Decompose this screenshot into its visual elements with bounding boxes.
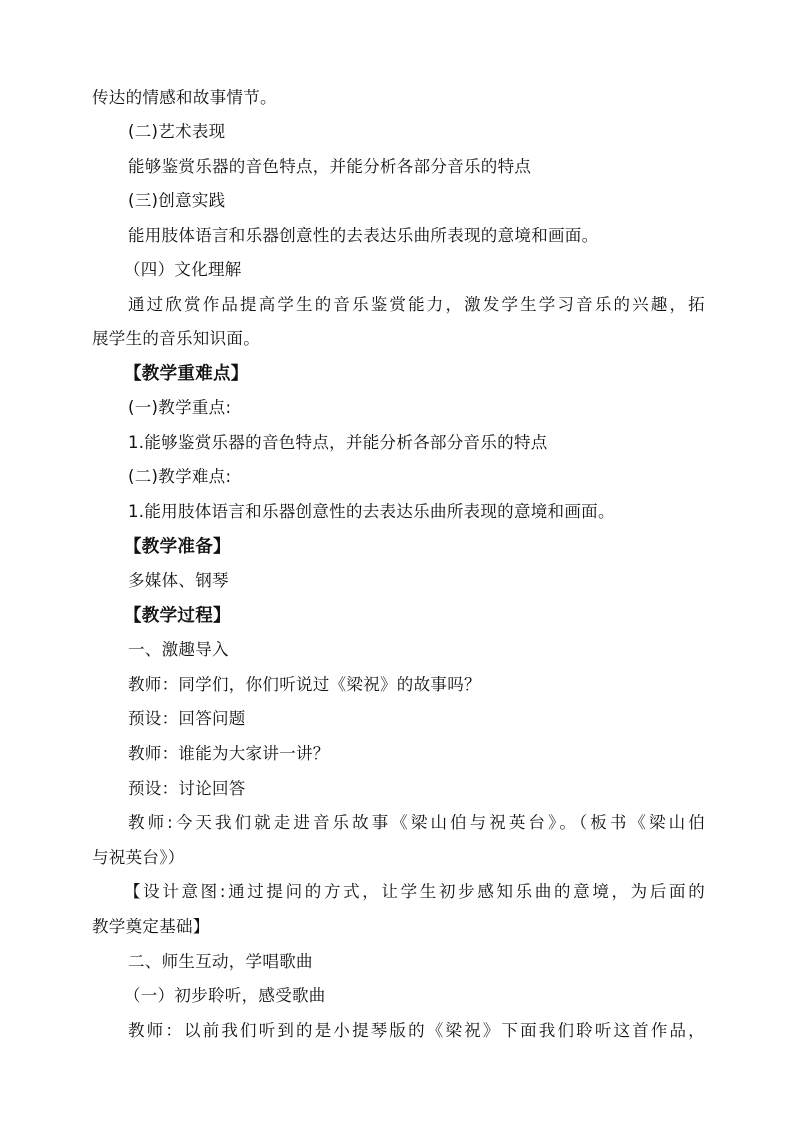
dialogue-line: 与祝英台》）	[92, 848, 185, 867]
dialogue-line: 教师:今天我们就走进音乐故事《梁山伯与祝英台》。（板书《梁山伯	[128, 813, 705, 832]
list-item: 1.能够鉴赏乐器的音色特点，并能分析各部分音乐的特点	[128, 433, 548, 452]
dialogue-line: 预设：讨论回答	[128, 779, 246, 798]
section-heading: 一、激趣导入	[128, 640, 229, 659]
dialogue-line: 教师：同学们，你们听说过《梁祝》的故事吗？	[128, 675, 481, 694]
paragraph-line: 展学生的音乐知识面。	[92, 329, 260, 348]
paragraph-line: 通过欣赏作品提高学生的音乐鉴赏能力，激发学生学习音乐的兴趣，拓	[128, 295, 705, 314]
section-heading: （四）文化理解	[124, 260, 242, 279]
section-heading: (一)教学重点:	[128, 398, 232, 417]
section-heading: 二、师生互动，学唱歌曲	[128, 952, 313, 971]
dialogue-line: 教师：谁能为大家讲一讲？	[128, 744, 330, 763]
dialogue-line: 教师：以前我们听到的是小提琴版的《梁祝》下面我们聆听这首作品，	[128, 1021, 705, 1040]
paragraph-line: 能用肢体语言和乐器创意性的去表达乐曲所表现的意境和画面。	[128, 226, 599, 245]
design-intent-note: 教学奠定基础】	[92, 917, 210, 936]
dialogue-line: 预设：回答问题	[128, 709, 246, 728]
section-heading: (二)教学难点:	[128, 467, 232, 486]
list-item: 1.能用肢体语言和乐器创意性的去表达乐曲所表现的意境和画面。	[128, 502, 615, 521]
section-title: 【教学过程】	[124, 606, 231, 626]
design-intent-note: 【设计意图:通过提问的方式，让学生初步感知乐曲的意境，为后面的	[124, 882, 705, 901]
section-title: 【教学重难点】	[124, 364, 249, 384]
section-heading: （一）初步聆听，感受歌曲	[124, 986, 326, 1005]
paragraph-line: 多媒体、钢琴	[128, 571, 229, 590]
section-heading: (二)艺术表现	[128, 122, 226, 141]
section-heading: (三)创意实践	[128, 191, 226, 210]
section-title: 【教学准备】	[124, 537, 231, 557]
paragraph-line: 传达的情感和故事情节。	[92, 88, 277, 107]
paragraph-line: 能够鉴赏乐器的音色特点，并能分析各部分音乐的特点	[128, 157, 532, 176]
